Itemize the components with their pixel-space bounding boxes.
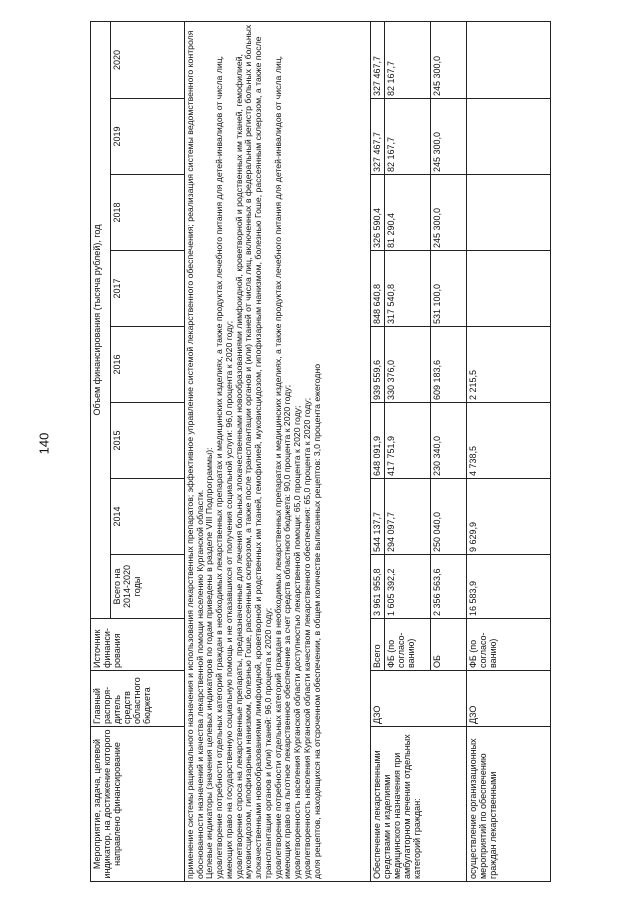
value-cell: 544 137,7 bbox=[371, 479, 385, 555]
notes-cell bbox=[185, 22, 371, 882]
value-cell: 82 167,7 bbox=[385, 22, 431, 99]
value-cell bbox=[467, 251, 551, 327]
header-year: 2020 bbox=[111, 22, 185, 99]
manager-cell: ДЗО bbox=[467, 671, 551, 727]
value-cell bbox=[467, 22, 551, 99]
value-cell: 250 040,0 bbox=[431, 479, 467, 555]
header-volume: Объем финансирования (тысяча рублей), год bbox=[91, 22, 111, 619]
value-cell: 294 097,7 bbox=[385, 479, 431, 555]
table-row bbox=[467, 22, 551, 882]
value-cell bbox=[467, 99, 551, 175]
note-paragraph: удовлетворение спроса на лекарственные препараты, предназначенные для лечения больных злокачественными новообразованиями лимфоидной, кроветворной и родственных им тканей, гемофилией, муковисцидозом, гипофизарным нанизмом, болезнью Гоше, рассеянным склерозом, а также после трансплантации органов и (или) тканей от числа лиц, включенных в федеральный регистр больных и больных злокачественными новообразованиями лимфоидной, кроветворной и родственных им тканей, гемофилией, муковисцидозом, гипофизарным нанизмом, болезнью Гоше, рассеянным склерозом, а также после трансплантации органов и (или) тканей: 96,0 процента к 2020 году; bbox=[233, 24, 273, 879]
manager-cell: ДЗО bbox=[371, 671, 467, 727]
header-manager: Главный распоря-дитель средств областного бюджета bbox=[91, 671, 185, 727]
value-cell: 848 640,8 bbox=[371, 251, 385, 327]
value-cell: 330 376,0 bbox=[385, 327, 431, 403]
value-cell: 245 300,0 bbox=[431, 175, 467, 251]
note-paragraph: Целевые индикаторы (значения целевых индикаторов по годам приведены в разделе VIII Подпрограммы): bbox=[204, 447, 215, 879]
total-cell: 3 961 955,8 bbox=[371, 555, 385, 619]
value-cell: 230 340,0 bbox=[431, 403, 467, 479]
financing-table-container bbox=[90, 22, 550, 882]
value-cell: 417 751,9 bbox=[385, 403, 431, 479]
header-year: 2016 bbox=[111, 327, 185, 403]
header-year: 2018 bbox=[111, 175, 185, 251]
value-cell: 317 540,8 bbox=[385, 251, 431, 327]
total-cell: 2 356 563,6 bbox=[431, 555, 467, 619]
value-cell: 939 559,6 bbox=[371, 327, 385, 403]
table-row bbox=[371, 22, 385, 882]
source-cell: ФБ (по согласо-ванию) bbox=[385, 619, 431, 671]
value-cell: 326 590,4 bbox=[371, 175, 385, 251]
header-year: 2019 bbox=[111, 99, 185, 175]
value-cell: 245 300,0 bbox=[431, 22, 467, 99]
note-paragraph: применение системы рационального назначения и использования лекарственных препаратов; эффективное управление системой лекарственного обеспечения; реализация системы ведомственного контроля обоснованности назначений и качества лекарственной помощи населению Курганской области. bbox=[185, 30, 205, 879]
source-cell: Всего bbox=[371, 619, 385, 671]
measure-cell: осуществление организационных мероприятий по обеспечению граждан лекарственными bbox=[467, 727, 551, 882]
page-number: 140 bbox=[36, 432, 52, 455]
header-measure: Мероприятие, задача, целевой индикатор, на достижение которого направлено финансирование bbox=[91, 727, 185, 882]
source-cell: ОБ bbox=[431, 619, 467, 671]
header-year: 2017 bbox=[111, 251, 185, 327]
value-cell: 82 167,7 bbox=[385, 99, 431, 175]
header-year: 2015 bbox=[111, 403, 185, 479]
value-cell: 327 467,7 bbox=[371, 99, 385, 175]
value-cell: 81 290,4 bbox=[385, 175, 431, 251]
value-cell bbox=[467, 175, 551, 251]
value-cell: 2 215,5 bbox=[467, 327, 551, 403]
note-paragraph: удовлетворение потребности отдельных категорий граждан в необходимых лекарственных препаратах и медицинских изделиях, а также продуктах лечебного питания для детей-инвалидов от числа лиц, имеющих право на льготное лекарственное обеспечение за счет средств областного бюджета: 90,0 процента к 2020 году; bbox=[272, 55, 293, 879]
measure-cell: Обеспечение лекарственными средствами и изделиями медицинского назначения при амбулаторном лечении отдельных категорий граждан: bbox=[371, 727, 467, 882]
total-cell: 1 605 392,2 bbox=[385, 555, 431, 619]
financing-table bbox=[90, 21, 551, 882]
note-paragraph: удовлетворенность населения Курганской области качеством лекарственного обеспечения: 65,0 процента к 2020 году; bbox=[301, 397, 312, 879]
value-cell: 245 300,0 bbox=[431, 99, 467, 175]
note-paragraph: удовлетворенность населения Курганской области доступностью лекарственной помощи: 65,0 процента к 2020 году; bbox=[292, 405, 303, 879]
note-paragraph: доля рецептов, находящихся на отсроченном обеспечении, в общем количестве выписанных рецептов: 3,0 процента ежегодно bbox=[311, 363, 322, 879]
source-cell: ФБ (по согласо-ванию) bbox=[467, 619, 551, 671]
header-year: 2014 bbox=[111, 479, 185, 555]
header-total: Всего на 2014-2020 годы bbox=[111, 555, 185, 619]
value-cell: 327 467,7 bbox=[371, 22, 385, 99]
header-source: Источник финанси-рования bbox=[91, 619, 185, 671]
total-cell: 16 583,9 bbox=[467, 555, 551, 619]
value-cell: 531 100,0 bbox=[431, 251, 467, 327]
value-cell: 9 629,9 bbox=[467, 479, 551, 555]
value-cell: 609 183,6 bbox=[431, 327, 467, 403]
value-cell: 4 738,5 bbox=[467, 403, 551, 479]
value-cell: 648 091,9 bbox=[371, 403, 385, 479]
note-paragraph: удовлетворение потребности отдельных категорий граждан в необходимых лекарственных препаратах и медицинских изделиях, а также продуктах лечебного питания для детей-инвалидов от числа лиц, имеющих право на государственную социальную помощь и не отказавшихся от получения социальной услуги: 96,0 процента к 2020 году; bbox=[214, 55, 234, 879]
